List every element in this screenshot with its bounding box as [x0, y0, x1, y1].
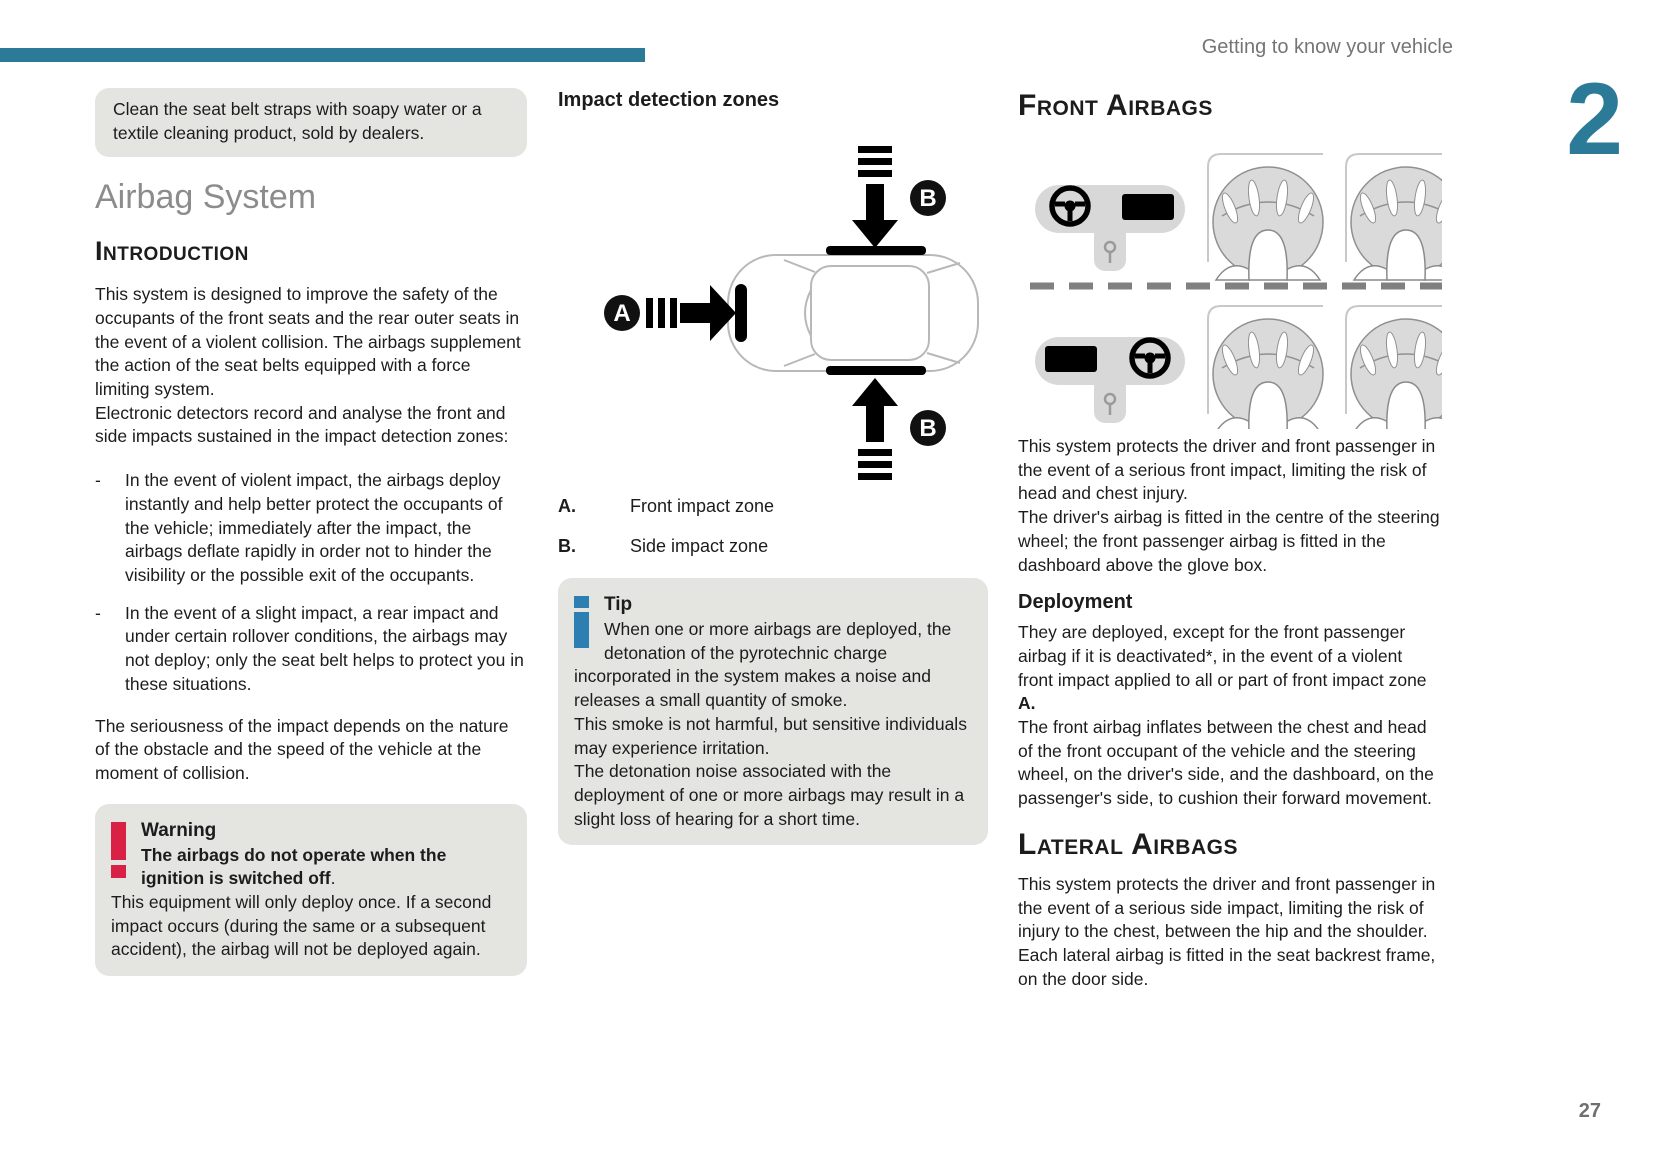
legend-label: Front impact zone: [630, 496, 775, 516]
airbag-occupant-figure: [1346, 154, 1442, 280]
tip-box: [558, 578, 988, 845]
right-column: [1018, 88, 1442, 991]
warning-title: Warning: [141, 819, 217, 841]
paragraph: This system is designed to improve the safety of the occupants of the front seats and the rear outer seats in the event of a violent collision. The airbags supplement the action of the seat belts equipped with a force limiting system.: [95, 284, 521, 400]
front-impact-arrow: [646, 285, 736, 341]
warning-bold-text: The airbags do not operate when the ignition is switched off.: [141, 844, 447, 889]
teal-rule: [0, 48, 645, 62]
left-column: [95, 88, 527, 976]
paragraph: They are deployed, except for the front passenger airbag if it is deactivated*, in the event of a violent front impact applied to all or part of front impact zone A.: [1018, 622, 1427, 714]
front-airbags-illustration-svg: [1018, 134, 1442, 429]
legend-row: [558, 534, 988, 558]
airbag-occupant-figure: [1346, 306, 1442, 429]
bullet-item: [95, 602, 527, 697]
badge-a-letter: A: [613, 300, 631, 327]
paragraph: Electronic detectors record and analyse the front and side impacts sustained in the impact detection zones:: [95, 402, 509, 447]
paragraph: The driver's airbag is fitted in the centre of the steering wheel; the front passenger airbag is fitted in the dashboard above the glove box.: [1018, 507, 1440, 575]
diagram-legend: [558, 494, 988, 558]
section-heading-front-airbags: Front Airbags: [1018, 89, 1213, 122]
diagram-heading: Impact detection zones: [558, 89, 780, 111]
paragraph: This system protects the driver and front passenger in the event of a serious front impact, limiting the risk of head and chest injury.: [1018, 436, 1436, 504]
warning-box: [95, 804, 527, 977]
badge-b-top-letter: B: [919, 185, 937, 212]
impact-zones-diagram-svg: [558, 138, 988, 488]
tip-title: Tip: [604, 594, 633, 615]
info-icon: [574, 596, 590, 648]
bullet-text: In the event of violent impact, the airbags deploy instantly and help better protect the occupants of the vehicle; immediately after the impact, the airbags deflate rapidly in order not to hinder the visibility or the possible exit of the occupants.: [125, 470, 503, 585]
zone-a-ref: A.: [1018, 693, 1036, 714]
tip-paragraph: The detonation noise associated with the deployment of one or more airbags may result in a slight loss of hearing for a short time.: [574, 761, 965, 829]
airbag-occupant-figure: [1208, 154, 1323, 280]
note-text: Clean the seat belt straps with soapy water or a textile cleaning product, sold by dealers.: [113, 99, 482, 143]
paragraph: The front airbag inflates between the chest and head of the front occupant of the vehicle and the steering wheel, on the driver's side, and the dashboard, on the passenger's side, to cushion their forward movement.: [1018, 717, 1434, 809]
bullet-list: [95, 469, 527, 696]
chapter-number: 2: [1566, 62, 1623, 176]
front-impact-pad: [735, 284, 747, 342]
airbag-occupant-figure: [1208, 306, 1323, 429]
bullet-marker: -: [95, 602, 101, 623]
paragraph: This system protects the driver and front passenger in the event of a serious side impact, limiting the risk of injury to the chest, between the hip and the shoulder.: [1018, 873, 1436, 942]
section-heading-introduction: Introduction: [95, 236, 249, 267]
running-header: Getting to know your vehicle: [1201, 36, 1453, 58]
page-title: Airbag System: [95, 178, 317, 217]
legend-row: [558, 494, 988, 518]
legend-key: A.: [558, 496, 576, 516]
section-heading-lateral-airbags: Lateral Airbags: [1018, 827, 1238, 861]
tip-paragraph: When one or more airbags are deployed, the detonation of the pyrotechnic charge incorporated in the system makes a noise and releases a small quantity of smoke.: [574, 619, 952, 711]
legend-label: Side impact zone: [630, 536, 769, 556]
deployment-heading: Deployment: [1018, 591, 1133, 614]
bullet-marker: -: [95, 470, 101, 491]
middle-column: [558, 88, 988, 845]
paragraph: The seriousness of the impact depends on the nature of the obstacle and the speed of the vehicle at the moment of collision.: [95, 715, 509, 783]
passenger-airbag-icon: [1122, 194, 1174, 220]
bullet-item: [95, 469, 527, 588]
legend-key: B.: [558, 536, 576, 556]
warning-body: This equipment will only deploy once. If a second impact occurs (during the same or a subsequent accident), the airbag will not be deployed again.: [111, 892, 492, 960]
page-number: 27: [1578, 1100, 1601, 1122]
badge-b-bottom-letter: B: [919, 415, 937, 442]
warning-exclamation-icon: [111, 822, 127, 878]
tip-paragraph: This smoke is not harmful, but sensitive individuals may experience irritation.: [574, 713, 967, 758]
passenger-airbag-icon: [1045, 346, 1097, 372]
bullet-text: In the event of a slight impact, a rear impact and under certain rollover conditions, the airbags may not deploy; only the seat belt helps to protect you in these situations.: [125, 602, 524, 694]
paragraph: Each lateral airbag is fitted in the seat backrest frame, on the door side.: [1018, 944, 1436, 989]
note-box: [95, 88, 527, 157]
